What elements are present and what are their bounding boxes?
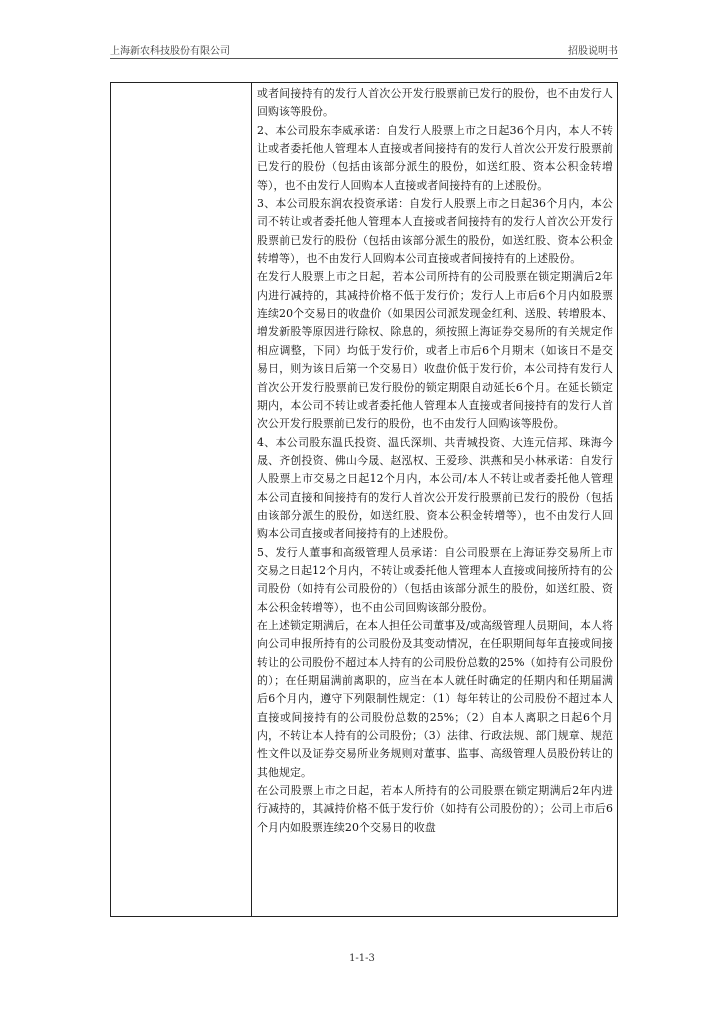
- paragraph: 在上述锁定期满后，在本人担任公司董事及/或高级管理人员期间，本人将向公司申报所持有的公司股份及其变动情况，在任职期间每年直接或间接转让的公司股份不超过本人持有的公司股份总数的25%（如持有公司股份的）；在任期届满前离职的，应当在本人就任时确定的任期内和任期届满后6个月内，遵守下列限制性规定：（1）每年转让的公司股份不超过本人直接或间接持有的公司股份总数的25%；（2）自本人离职之日起6个月内，不转让本人持有的公司股份；（3）法律、行政法规、部门规章、规范性文件以及证券交易所业务规则对董事、监事、高级管理人员股份转让的其他规定。: [257, 618, 613, 779]
- header-document-type: 招股说明书: [568, 46, 618, 57]
- paragraph: 4、本公司股东温氏投资、温氏深圳、共青城投资、大连元信邦、珠海今晟、齐创投资、佛山今晟、赵泓权、王爱珍、洪燕和吴小林承诺：自发行人股票上市交易之日起12个月内，本公司/本人不转让或者委托他人管理本公司直接和间接持有的发行人首次公开发行股票前已发行的股份（包括由该部分派生的股份，如送红股、资本公积金转增等），也不由发行人回购本公司直接或者间接持有的上述股份。: [257, 435, 613, 541]
- page-number: 1-1-3: [349, 953, 375, 964]
- table-right-cell: [257, 85, 613, 914]
- paragraph: 在发行人股票上市之日起，若本公司所持有的公司股票在锁定期满后2年内进行减持的，其减持价格不低于发行价；发行人上市后6个月内如股票连续20个交易日的收盘价（如果因公司派发现金红利、送股、转增股本、增发新股等原因进行除权、除息的，须按照上海证券交易所的有关规定作相应调整，下同）均低于发行价，或者上市后6个月期末（如该日不是交易日，则为该日后第一个交易日）收盘价低于发行价，本公司持有发行人首次公开发行股票前已发行股份的锁定期限自动延长6个月。在延长锁定期内，本公司不转让或者委托他人管理本人直接或者间接持有的发行人首次公开发行股票前已发行的股份，也不由发行人回购该等股份。: [257, 270, 613, 431]
- page-header: [110, 42, 618, 58]
- paragraph: 5、发行人董事和高级管理人员承诺：自公司股票在上海证券交易所上市交易之日起12个月内，不转让或委托他人管理本人直接或间接所持有的公司股份（如持有公司股份的）（包括由该部分派生的股份，如送红股、资本公积金转增等），也不由公司回购该部分股份。: [257, 545, 613, 614]
- paragraph: 3、本公司股东润农投资承诺：自发行人股票上市之日起36个月内，本公司不转让或者委托他人管理本人直接或者间接持有的发行人首次公开发行股票前已发行的股份（包括由该部分派生的股份，如送红股、资本公积金转增等），也不由发行人回购本公司直接或者间接持有的上述股份。: [257, 197, 613, 266]
- paragraph: 在公司股票上市之日起，若本人所持有的公司股票在锁定期满后2年内进行减持的，其减持价格不低于发行价（如持有公司股份的）；公司上市后6个月内如股票连续20个交易日的收盘: [257, 784, 613, 834]
- table-left-cell: [111, 83, 252, 916]
- header-divider: [110, 58, 618, 59]
- paragraph: 2、本公司股东李威承诺：自发行人股票上市之日起36个月内，本人不转让或者委托他人管理本人直接或者间接持有的发行人首次公开发行股票前已发行的股份（包括由该部分派生的股份，如送红股、资本公积金转增等），也不由发行人回购本人直接或者间接持有的上述股份。: [257, 123, 613, 192]
- paragraph: 或者间接持有的发行人首次公开发行股票前已发行的股份，也不由发行人回购该等股份。: [257, 87, 613, 119]
- header-company-name: 上海新农科技股份有限公司: [110, 46, 230, 57]
- commitment-table: [110, 82, 618, 917]
